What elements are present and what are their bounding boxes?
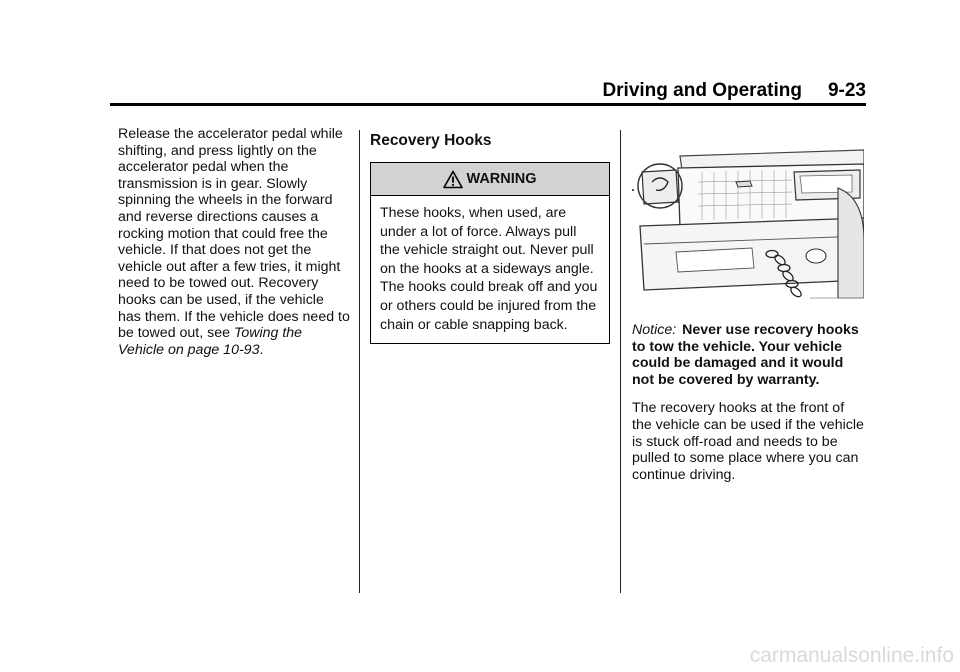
page-number: 9-23 bbox=[827, 80, 866, 101]
warning-header bbox=[371, 163, 609, 196]
notice-text: Never use recovery hooks to tow the vehicle. Your vehicle could be damaged and it would not be covered by warranty. bbox=[632, 322, 859, 388]
warning-triangle-icon bbox=[443, 170, 463, 189]
notice-paragraph bbox=[632, 322, 867, 388]
left-paragraph-end: . bbox=[259, 341, 264, 358]
column-divider-left bbox=[359, 130, 360, 593]
page-header bbox=[110, 80, 866, 104]
right-column bbox=[632, 148, 867, 483]
section-title: Driving and Operating bbox=[602, 80, 802, 101]
vehicle-front-recovery-hook-illustration bbox=[632, 148, 864, 300]
warning-box bbox=[370, 162, 610, 344]
watermark: carmanualsonline.info bbox=[749, 644, 954, 667]
towing-reference-link[interactable]: Towing the Vehicle on page 10-93 bbox=[118, 325, 303, 358]
right-paragraph: The recovery hooks at the front of the vehicle can be used if the vehicle is stuck off-road and needs to be pulled to some place where you can continue driving. bbox=[632, 400, 864, 483]
header-rule bbox=[110, 103, 866, 106]
left-column bbox=[118, 126, 350, 358]
warning-text: These hooks, when used, are under a lot of force. Always pull the vehicle straight out. Never pull on the hooks at a sideways angle. The hooks could break off and you or others could be injured from the chain or cable snapping back. bbox=[380, 205, 598, 333]
middle-column bbox=[370, 126, 610, 344]
column-divider-right bbox=[620, 130, 621, 593]
section-heading: Recovery Hooks bbox=[370, 132, 492, 149]
warning-title: WARNING bbox=[466, 170, 537, 187]
notice-label: Notice: bbox=[632, 322, 677, 338]
left-paragraph: Release the accelerator pedal while shifting, and press lightly on the accelerator pedal when the transmission is in gear. Slowly spinning the wheels in the forward and reverse directions causes a rocking motion that could free the vehicle. If that does not get the vehicle out after a few tries, it might need to be towed out. Recovery hooks can be used, if the vehicle has them. If the vehicle does need to be towed out, see bbox=[118, 126, 350, 342]
